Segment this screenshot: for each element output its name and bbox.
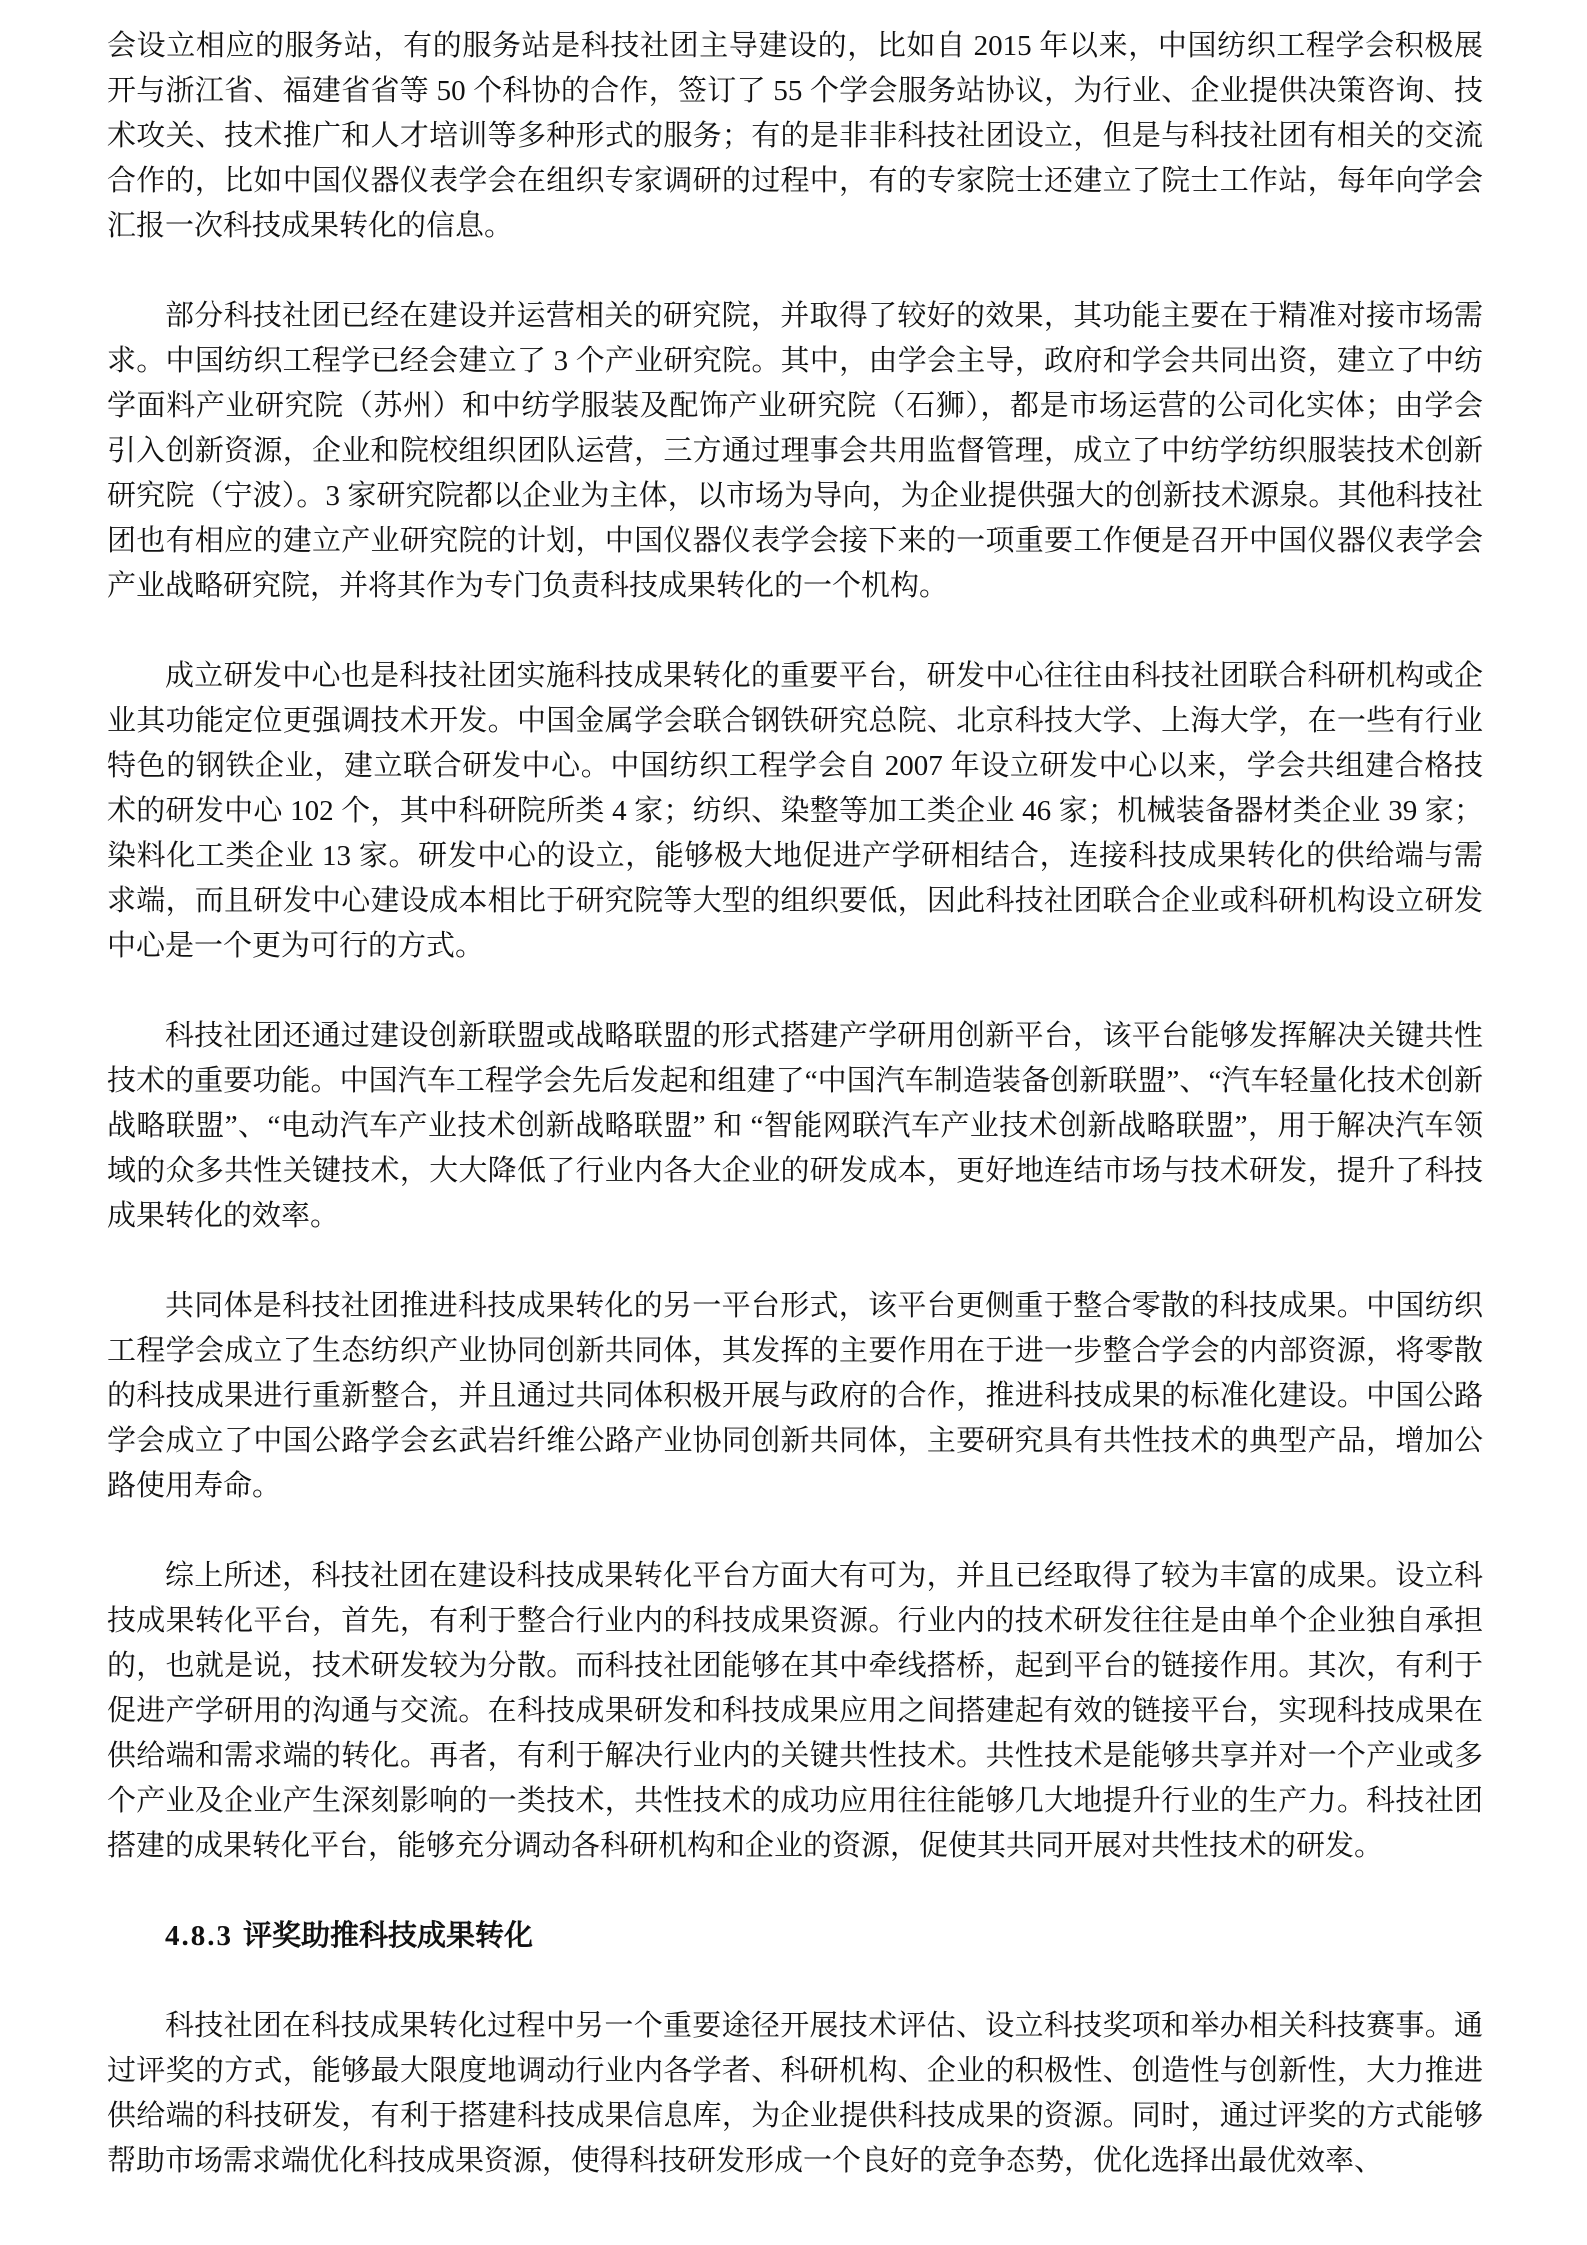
section-title: 评奖助推科技成果转化 (243, 1920, 534, 1952)
paragraph: 共同体是科技社团推进科技成果转化的另一平台形式，该平台更侧重于整合零散的科技成果。中国纺织工程学会成立了生态纺织产业协同创新共同体，其发挥的主要作用在于进一步整合学会的内部资源，将零散的科技成果进行重新整合，并且通过共同体积极开展与政府的合作，推进科技成果的标准化建设。中国公路学会成立了中国公路学会玄武岩纤维公路产业协同创新共同体，主要研究具有共性技术的典型产品，增加公路使用寿命。 (107, 1290, 1483, 1502)
paragraph: 综上所述，科技社团在建设科技成果转化平台方面大有可为，并且已经取得了较为丰富的成果。设立科技成果转化平台，首先，有利于整合行业内的科技成果资源。行业内的技术研发往往是由单个企业独自承担的，也就是说，技术研发较为分散。而科技社团能够在其中牵线搭桥，起到平台的链接作用。其次，有利于促进产学研用的沟通与交流。在科技成果研发和科技成果应用之间搭建起有效的链接平台，实现科技成果在供给端和需求端的转化。再者，有利于解决行业内的关键共性技术。共性技术是能够共享并对一个产业或多个产业及企业产生深刻影响的一类技术，共性技术的成功应用往往能够几大地提升行业的生产力。科技社团搭建的成果转化平台，能够充分调动各科研机构和企业的资源，促使其共同开展对共性技术的研发。 (107, 1560, 1483, 1862)
paragraph: 部分科技社团已经在建设并运营相关的研究院，并取得了较好的效果，其功能主要在于精准对接市场需求。中国纺织工程学已经会建立了 3 个产业研究院。其中，由学会主导，政府和学会共同出资，建立了中纺学面料产业研究院（苏州）和中纺学服装及配饰产业研究院（石狮），都是市场运营的公司化实体；由学会引入创新资源，企业和院校组织团队运营，三方通过理事会共用监督管理，成立了中纺学纺织服装技术创新研究院（宁波）。3 家研究院都以企业为主体，以市场为导向，为企业提供强大的创新技术源泉。其他科技社团也有相应的建立产业研究院的计划，中国仪器仪表学会接下来的一项重要工作便是召开中国仪器仪表学会产业战略研究院，并将其作为专门负责科技成果转化的一个机构。 (107, 300, 1483, 602)
paragraph: 会设立相应的服务站，有的服务站是科技社团主导建设的，比如自 2015 年以来，中国纺织工程学会积极展开与浙江省、福建省省等 50 个科协的合作，签订了 55 个学会服务站协议，为行业、企业提供决策咨询、技术攻关、技术推广和人才培训等多种形式的服务；有的是非非科技社团设立，但是与科技社团有相关的交流合作的，比如中国仪器仪表学会在组织专家调研的过程中，有的专家院士还建立了院士工作站，每年向学会汇报一次科技成果转化的信息。 (107, 30, 1483, 242)
document-content (107, 24, 1483, 2184)
paragraph: 科技社团还通过建设创新联盟或战略联盟的形式搭建产学研用创新平台，该平台能够发挥解决关键共性技术的重要功能。中国汽车工程学会先后发起和组建了“中国汽车制造装备创新联盟”、“汽车轻量化技术创新战略联盟”、“电动汽车产业技术创新战略联盟” 和 “智能网联汽车产业技术创新战略联盟”，用于解决汽车领域的众多共性关键技术，大大降低了行业内各大企业的研发成本，更好地连结市场与技术研发，提升了科技成果转化的效率。 (107, 1020, 1483, 1232)
section-heading (107, 1914, 1483, 1959)
paragraph: 成立研发中心也是科技社团实施科技成果转化的重要平台，研发中心往往由科技社团联合科研机构或企业其功能定位更强调技术开发。中国金属学会联合钢铁研究总院、北京科技大学、上海大学，在一些有行业特色的钢铁企业，建立联合研发中心。中国纺织工程学会自 2007 年设立研发中心以来，学会共组建合格技术的研发中心 102 个，其中科研院所类 4 家；纺织、染整等加工类企业 46 家；机械装备器材类企业 39 家；染料化工类企业 13 家。研发中心的设立，能够极大地促进产学研相结合，连接科技成果转化的供给端与需求端，而且研发中心建设成本相比于研究院等大型的组织要低，因此科技社团联合企业或科研机构设立研发中心是一个更为可行的方式。 (107, 660, 1483, 962)
section-number: 4.8.3 (165, 1920, 233, 1952)
paragraph: 科技社团在科技成果转化过程中另一个重要途径开展技术评估、设立科技奖项和举办相关科技赛事。通过评奖的方式，能够最大限度地调动行业内各学者、科研机构、企业的积极性、创造性与创新性，大力推进供给端的科技研发，有利于搭建科技成果信息库，为企业提供科技成果的资源。同时，通过评奖的方式能够帮助市场需求端优化科技成果资源，使得科技研发形成一个良好的竞争态势，优化选择出最优效率、 (107, 2010, 1483, 2177)
